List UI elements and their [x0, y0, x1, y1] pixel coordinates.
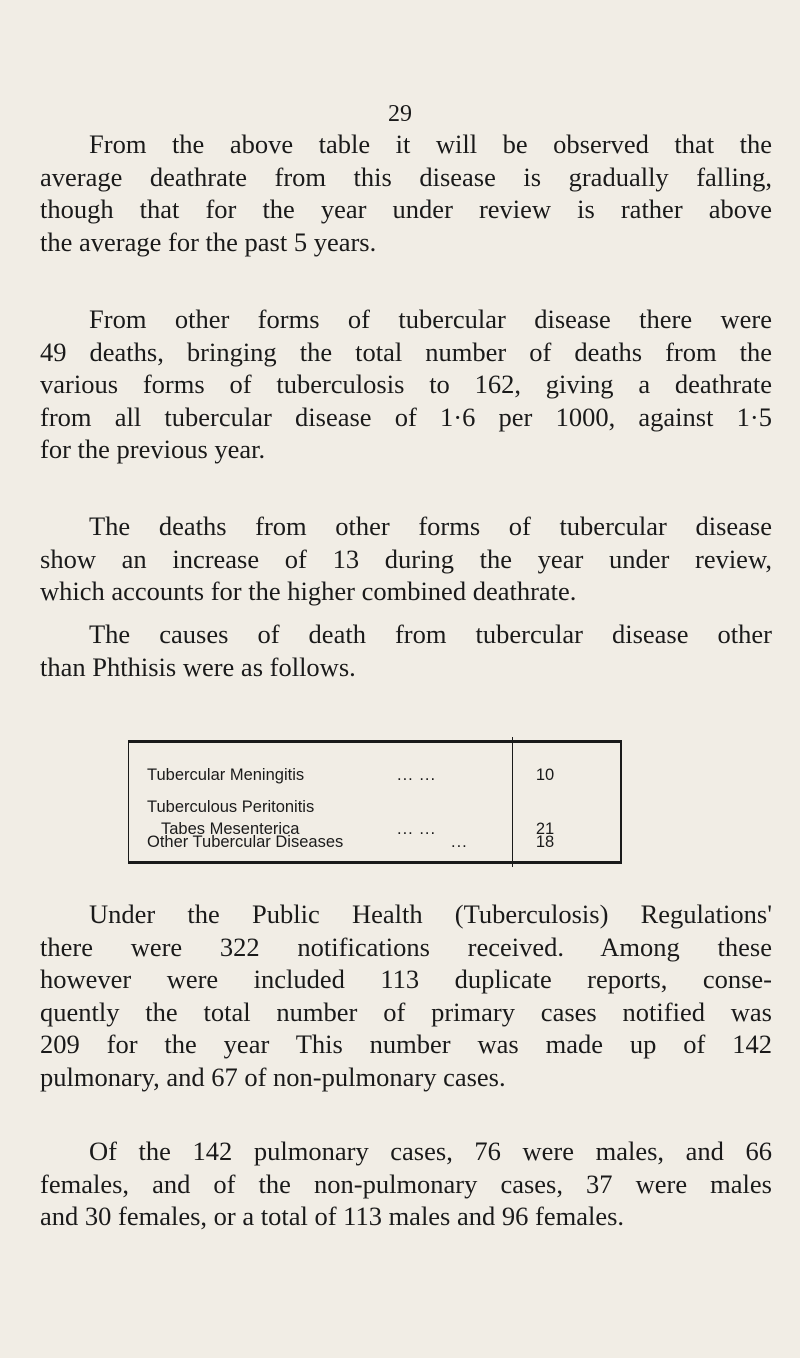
table-row-value: 10 — [535, 766, 555, 784]
page-number: 29 — [388, 101, 412, 127]
text-line: show an increase of 13 during the year under review, — [40, 543, 772, 574]
text-line: 49 deaths, bringing the total number of deaths from the — [40, 336, 772, 367]
text-line: for the previous year. — [40, 434, 266, 464]
table-row-label-continued: Tabes Mesenterica — [161, 820, 300, 838]
table-row-label: Tubercular Meningitis — [147, 766, 305, 784]
leader-dots: ... — [451, 833, 468, 851]
leader-dots: ... ... — [397, 820, 437, 838]
text-line: though that for the year under review is rather above — [40, 194, 772, 224]
text-line: The causes of death from tubercular disease other — [89, 619, 772, 649]
paragraph — [89, 898, 772, 931]
paragraph — [40, 128, 772, 161]
paragraph-continuation — [40, 1168, 772, 1233]
text-line: however were included 113 duplicate reports, conse- — [40, 964, 772, 994]
text-line: there were 322 notifications received. Among these — [40, 931, 772, 962]
paragraph — [89, 618, 772, 651]
paragraph — [89, 1135, 772, 1168]
text-line: various forms of tuberculosis to 162, giving a deathrate — [40, 369, 772, 399]
text-line: average deathrate from this disease is gradually falling, — [40, 161, 772, 192]
text-line: from all tubercular disease of 1·6 per 1000, against 1·5 — [40, 401, 772, 432]
paragraph-continuation — [40, 161, 772, 259]
table-row-value: 18 — [535, 833, 555, 851]
paragraph — [89, 303, 772, 336]
paragraph-continuation — [40, 931, 772, 1094]
leader-dots: ... ... — [397, 766, 437, 784]
text-line: 209 for the year This number was made up of 142 — [40, 1029, 772, 1059]
text-line: The deaths from other forms of tubercular disease — [89, 511, 772, 541]
text-line: pulmonary, and 67 of non-pulmonary cases. — [40, 1061, 506, 1092]
text-line: the average for the past 5 years. — [40, 226, 377, 257]
text-line: Under the Public Health (Tuberculosis) Regulations' — [89, 899, 772, 929]
table-row-label: Other Tubercular Diseases — [147, 833, 344, 851]
text-line: which accounts for the higher combined deathrate. — [40, 576, 577, 606]
text-line: quently the total number of primary cases notified was — [40, 996, 772, 1027]
paragraph-continuation — [40, 651, 772, 684]
text-line: From the above table it will be observed that the — [89, 129, 772, 159]
text-line: than Phthisis were as follows. — [40, 651, 356, 682]
text-line: Of the 142 pulmonary cases, 76 were males, and 66 — [89, 1136, 772, 1166]
paragraph-continuation — [40, 543, 772, 608]
paragraph-continuation — [40, 336, 772, 466]
table-row-label: Tuberculous Peritonitis — [147, 798, 315, 816]
table-row-value: 21 — [535, 820, 555, 838]
text-line: females, and of the non-pulmonary cases, 37 were males — [40, 1168, 772, 1199]
text-line: From other forms of tubercular disease there were — [89, 304, 772, 334]
paragraph — [89, 510, 772, 543]
text-line: and 30 females, or a total of 113 males and 96 females. — [40, 1201, 625, 1231]
